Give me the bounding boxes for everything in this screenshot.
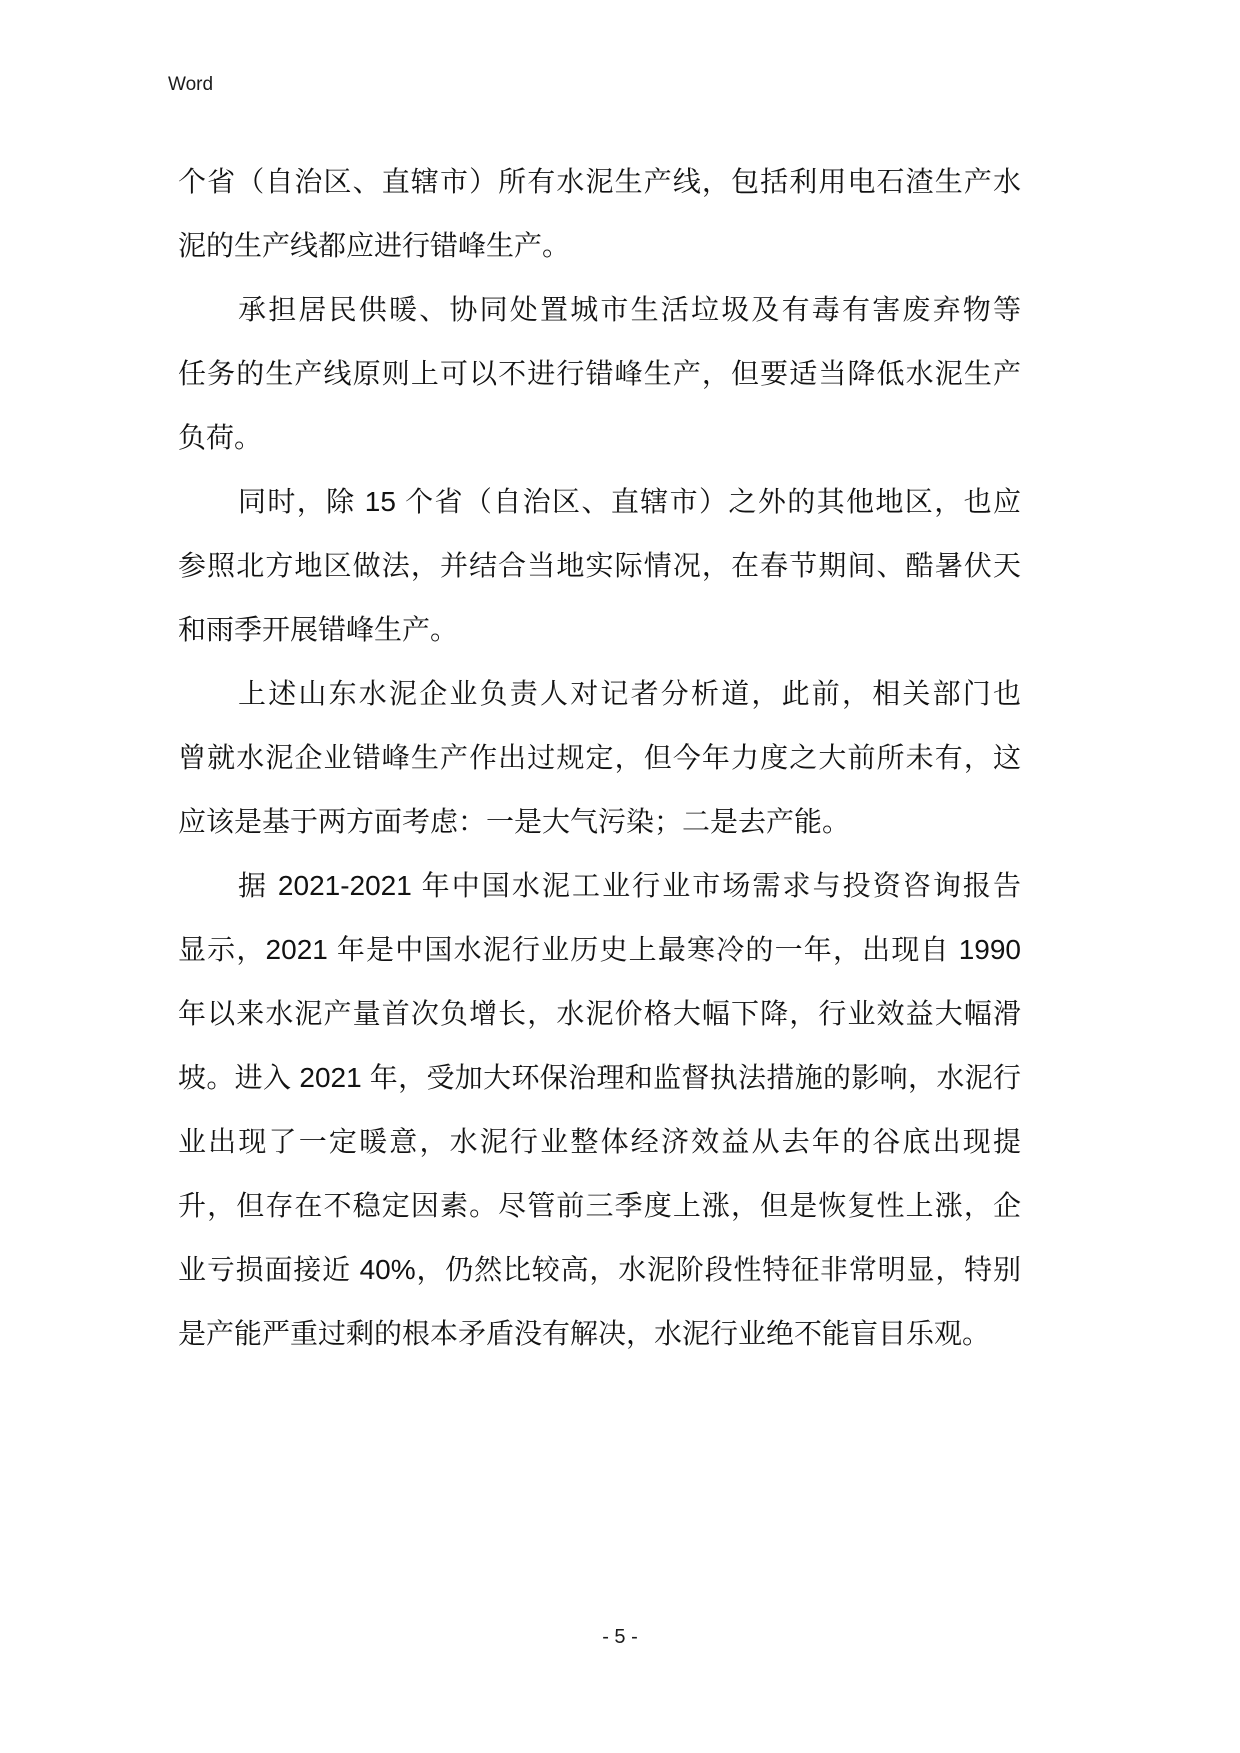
document-line: 坡。进入 2021 年，受加大环保治理和监督执法措施的影响，水泥行 xyxy=(178,1062,1021,1093)
document-line: 业亏损面接近 40%，仍然比较高，水泥阶段性特征非常明显，特别 xyxy=(178,1254,1021,1285)
document-line: 业出现了一定暖意，水泥行业整体经济效益从去年的谷底出现提 xyxy=(178,1126,1021,1157)
document-line: 升，但存在不稳定因素。尽管前三季度上涨，但是恢复性上涨，企 xyxy=(178,1190,1021,1221)
document-line: 是产能严重过剩的根本矛盾没有解决，水泥行业绝不能盲目乐观。 xyxy=(178,1318,991,1349)
page-number: - 5 - xyxy=(602,1626,638,1648)
document-line: 泥的生产线都应进行错峰生产。 xyxy=(178,230,571,261)
document-line: 年以来水泥产量首次负增长，水泥价格大幅下降，行业效益大幅滑 xyxy=(178,998,1021,1029)
document-line: 参照北方地区做法，并结合当地实际情况，在春节期间、酷暑伏天 xyxy=(178,550,1021,581)
document-line: 同时，除 15 个省（自治区、直辖市）之外的其他地区，也应 xyxy=(238,486,1021,517)
document-body xyxy=(178,150,1021,1366)
document-line: 负荷。 xyxy=(178,422,263,453)
document-line: 个省（自治区、直辖市）所有水泥生产线，包括利用电石渣生产水 xyxy=(178,166,1021,197)
document-line: 上述山东水泥企业负责人对记者分析道，此前，相关部门也 xyxy=(238,678,1021,709)
document-line: 曾就水泥企业错峰生产作出过规定，但今年力度之大前所未有，这 xyxy=(178,742,1021,773)
document-line: 据 2021-2021 年中国水泥工业行业市场需求与投资咨询报告 xyxy=(238,870,1021,901)
document-line: 任务的生产线原则上可以不进行错峰生产，但要适当降低水泥生产 xyxy=(178,358,1021,389)
document-line: 和雨季开展错峰生产。 xyxy=(178,614,459,645)
app-header-label: Word xyxy=(168,74,214,95)
document-line: 显示，2021 年是中国水泥行业历史上最寒冷的一年，出现自 1990 xyxy=(178,934,1021,965)
document-line: 承担居民供暖、协同处置城市生活垃圾及有毒有害废弃物等 xyxy=(238,294,1021,325)
document-line: 应该是基于两方面考虑：一是大气污染；二是去产能。 xyxy=(178,806,851,837)
